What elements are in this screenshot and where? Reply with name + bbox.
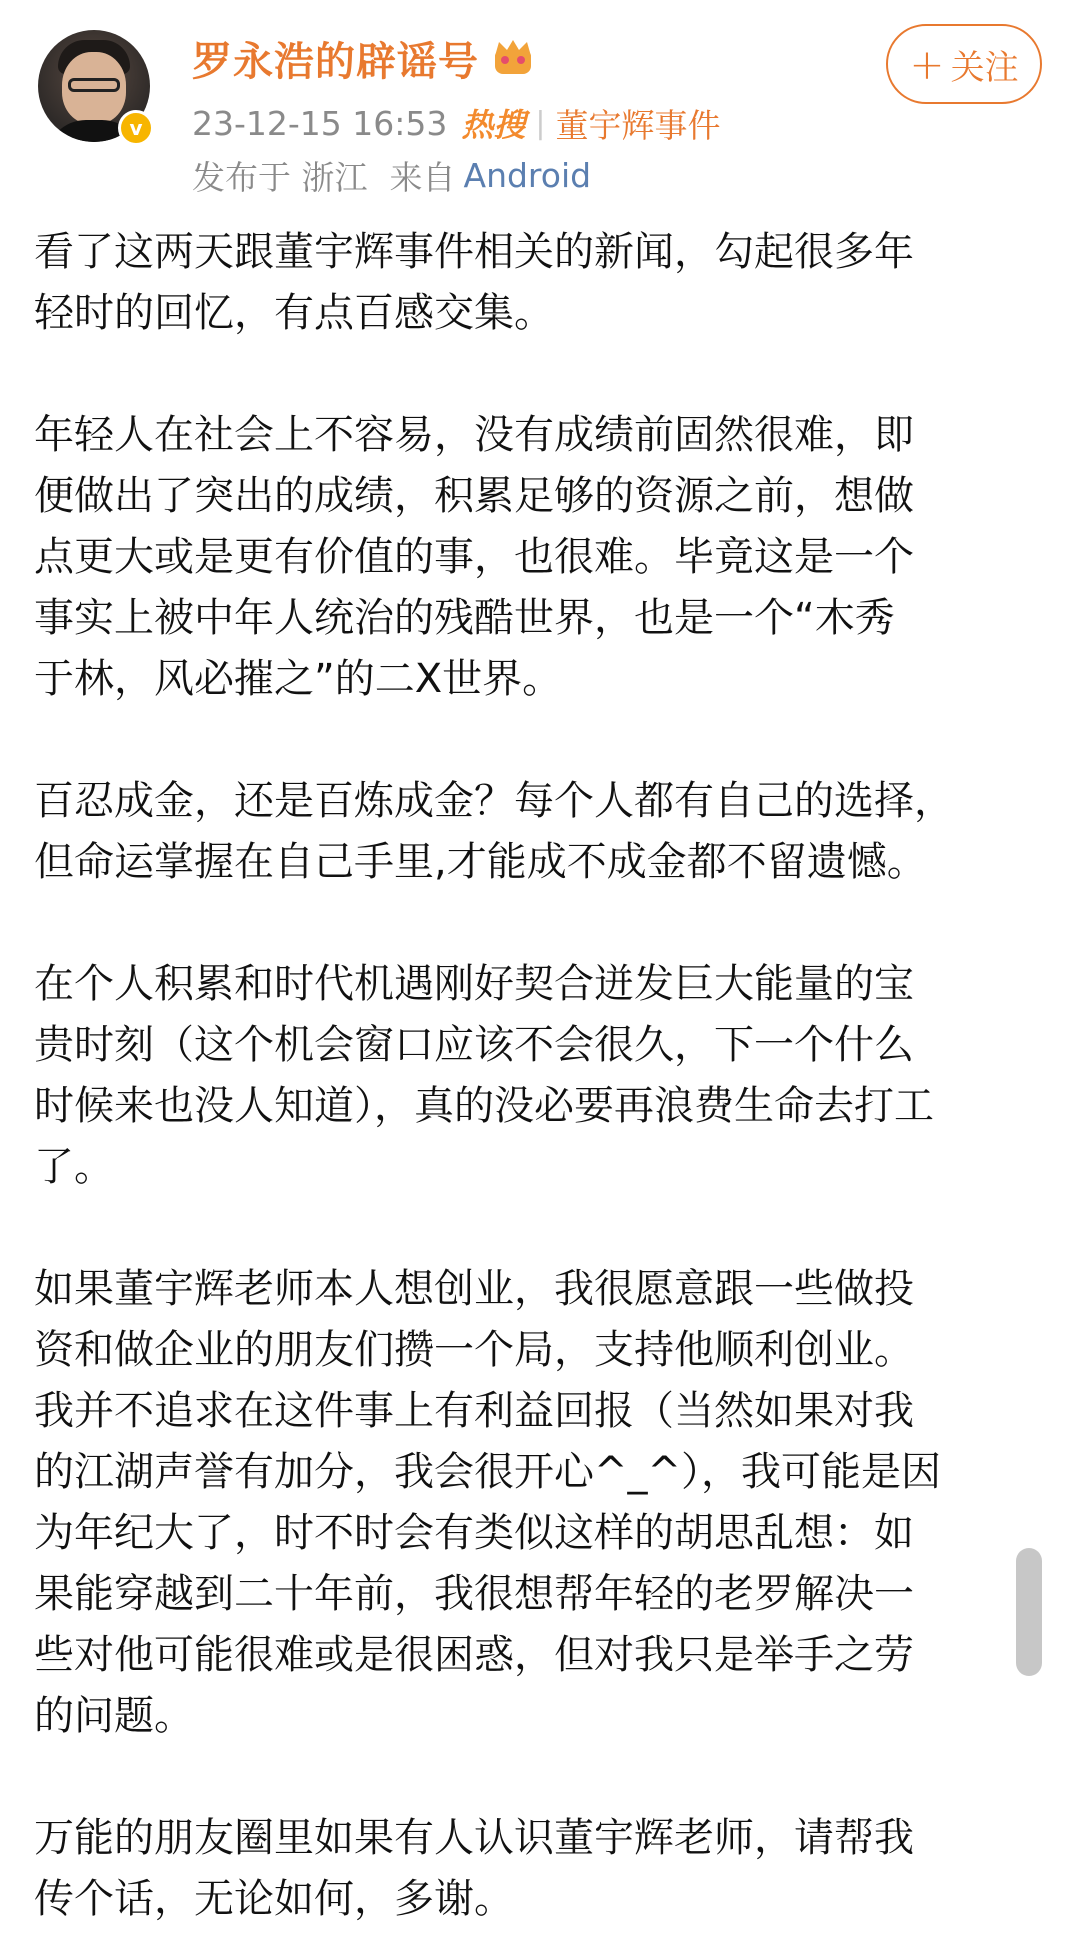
paragraph: 看了这两天跟董宇辉事件相关的新闻，勾起很多年 轻时的回忆，有点百感交集。 — [34, 229, 914, 336]
paragraph: 万能的朋友圈里如果有人认识董宇辉老师，请帮我 传个话，无论如何，多谢。 — [34, 1815, 914, 1922]
meta-row — [192, 98, 721, 148]
paragraph: 百忍成金，还是百炼成金？每个人都有自己的选择， 但命运掌握在自己手里,才能成不成金都不留遗憾。 — [34, 778, 954, 885]
follow-label: 关注 — [950, 47, 1019, 88]
verified-badge-icon: v — [118, 110, 154, 146]
name-row — [192, 28, 535, 88]
source-row — [192, 150, 591, 200]
post-content — [34, 222, 1046, 1953]
username[interactable]: 罗永浩的辟谣号 — [192, 38, 479, 85]
follow-button[interactable] — [886, 24, 1042, 104]
plus-icon: + — [909, 39, 945, 89]
source-app-link[interactable]: Android — [463, 155, 592, 195]
scrollbar-thumb[interactable] — [1016, 1548, 1042, 1676]
paragraph: 如果董宇辉老师本人想创业，我很愿意跟一些做投 资和做企业的朋友们攒一个局，支持他顺利创业。 我并不追求在这件事上有利益回报（当然如果对我 的江湖声誉有加分，我会很开心^_^），我可能是因 为年纪大了，时不时会有类似这样的胡思乱想：如 果能穿越到二十年前，我很想帮年轻的老罗解决一 些对他可能很难或是很困惑，但对我只是举手之劳 的问题。 — [34, 1266, 942, 1739]
paragraph: 在个人积累和时代机遇刚好契合迸发巨大能量的宝 贵时刻（这个机会窗口应该不会很久，下一个什么 时候来也没人知道），真的没必要再浪费生命去打工 了。 — [34, 961, 934, 1190]
paragraph: 年轻人在社会上不容易，没有成绩前固然很难，即 便做出了突出的成绩，积累足够的资源之前，想做 点更大或是更有价值的事，也很难。毕竟这是一个 事实上被中年人统治的残酷世界，也是一个“木秀 于林，风必摧之”的二X世界。 — [34, 412, 914, 702]
post-timestamp: 23-12-15 16:53 — [192, 103, 448, 143]
hot-search-icon[interactable]: 热搜 — [461, 106, 526, 144]
topic-link[interactable]: 董宇辉事件 — [555, 105, 721, 145]
meta-separator: | — [535, 105, 546, 141]
post-location: 发布于 浙江 — [192, 157, 368, 197]
post-header — [0, 0, 1080, 200]
crown-icon[interactable] — [491, 38, 535, 78]
source-prefix: 来自 — [389, 157, 456, 197]
